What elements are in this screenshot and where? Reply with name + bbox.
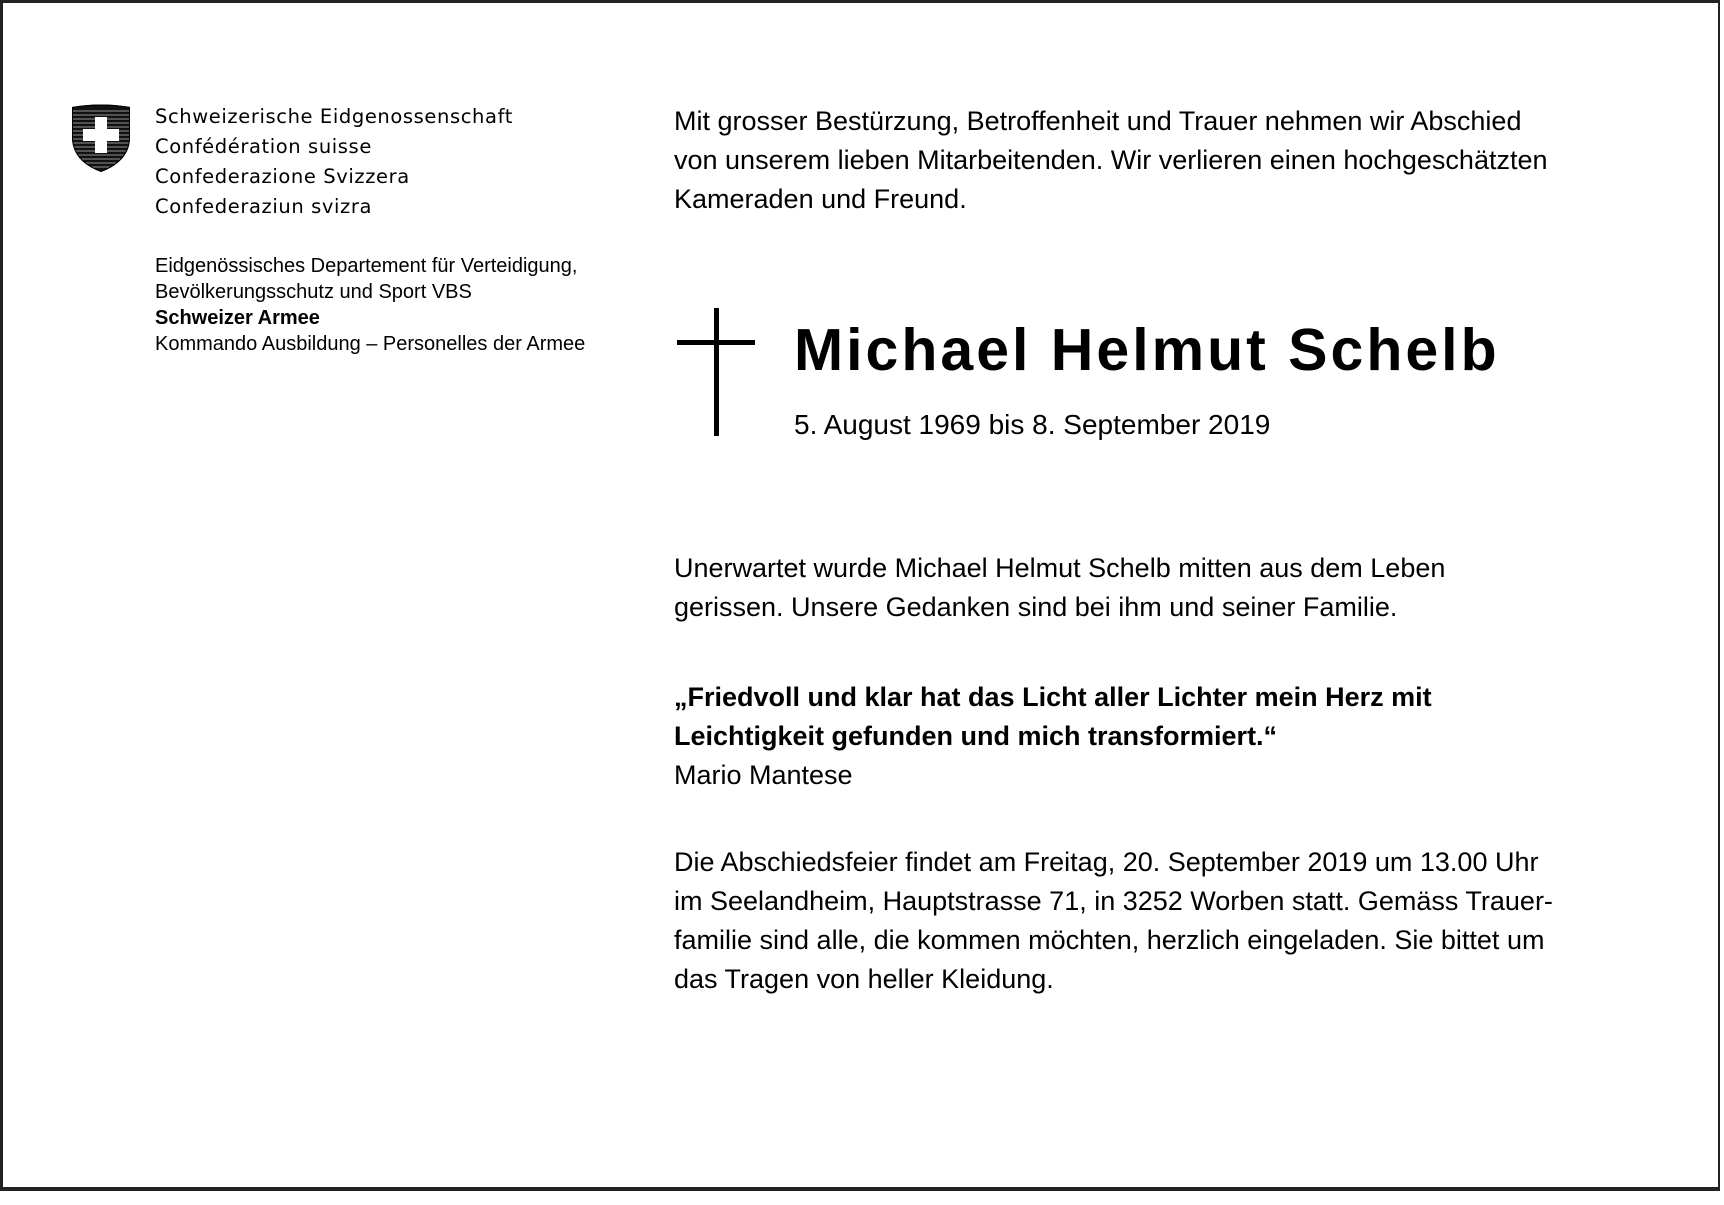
intro-paragraph — [674, 102, 1674, 219]
confederation-names — [155, 102, 513, 222]
command-name: Kommando Ausbildung – Personelles der Armee — [155, 333, 586, 355]
quote-line: Leichtigkeit gefunden und mich transformiert.“ — [674, 721, 1278, 751]
department-line-1: Eidgenössisches Departement für Verteidigung, — [155, 255, 578, 277]
ceremony-line: familie sind alle, die kommen möchten, herzlich eingeladen. Sie bittet um — [674, 925, 1545, 955]
confederation-name-fr: Confédération suisse — [155, 135, 372, 158]
condolence-paragraph — [674, 549, 1674, 627]
intro-line: Kameraden und Freund. — [674, 184, 967, 214]
deceased-name: Michael Helmut Schelb — [794, 317, 1500, 383]
ceremony-line: im Seelandheim, Hauptstrasse 71, in 3252 Worben statt. Gemäss Trauer- — [674, 886, 1553, 916]
department-line-2: Bevölkerungsschutz und Sport VBS — [155, 281, 472, 303]
life-dates: 5. August 1969 bis 8. September 2019 — [794, 409, 1271, 440]
quote-author: Mario Mantese — [674, 760, 853, 790]
condolence-line: gerissen. Unsere Gedanken sind bei ihm und seiner Familie. — [674, 592, 1398, 622]
ceremony-line: Die Abschiedsfeier findet am Freitag, 20. September 2019 um 13.00 Uhr — [674, 847, 1539, 877]
intro-line: von unserem lieben Mitarbeitenden. Wir verlieren einen hochgeschätzten — [674, 145, 1548, 175]
confederation-name-de: Schweizerische Eidgenossenschaft — [155, 105, 513, 128]
swiss-crest-icon — [70, 103, 132, 173]
ceremony-paragraph — [674, 843, 1674, 999]
ceremony-line: das Tragen von heller Kleidung. — [674, 964, 1054, 994]
department-block — [155, 253, 585, 357]
cross-icon — [677, 308, 755, 436]
quote-block — [674, 678, 1674, 795]
condolence-line: Unerwartet wurde Michael Helmut Schelb mitten aus dem Leben — [674, 553, 1446, 583]
confederation-name-rm: Confederaziun svizra — [155, 195, 372, 218]
quote-line: „Friedvoll und klar hat das Licht aller Lichter mein Herz mit — [674, 682, 1432, 712]
intro-line: Mit grosser Bestürzung, Betroffenheit und Trauer nehmen wir Abschied — [674, 106, 1522, 136]
army-name: Schweizer Armee — [155, 307, 320, 329]
confederation-name-it: Confederazione Svizzera — [155, 165, 410, 188]
